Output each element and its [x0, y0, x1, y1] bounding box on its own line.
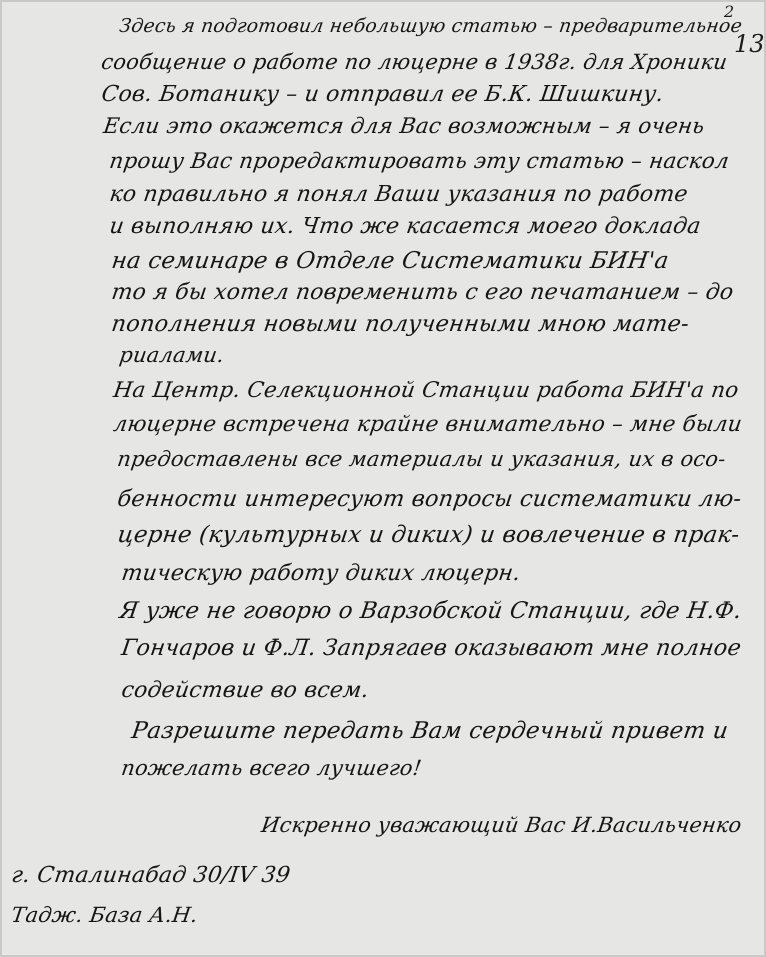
organization: Тадж. База А.Н. — [9, 903, 200, 927]
page-number: 2 — [724, 2, 735, 21]
signature: Искренно уважающий Вас И.Васильченко — [259, 813, 744, 837]
letter-line: Сов. Ботанику – и отправил ее Б.К. Шишкину. — [99, 82, 666, 107]
letter-line: ко правильно я понял Ваши указания по работе — [107, 182, 690, 207]
letter-line: церне (культурных и диких) и вовлечение в прак- — [115, 522, 742, 548]
letter-line: Если это окажется для Вас возможным – я очень — [101, 114, 707, 139]
letter-line: Гончаров и Ф.Л. Запрягаев оказывают мне полное — [119, 635, 743, 661]
letter-line: на семинаре в Отделе Систематики БИН'а — [109, 248, 671, 274]
letter-line: сообщение о работе по люцерне в 1938г. для Хроники — [99, 50, 729, 74]
letter-line: пожелать всего лучшего! — [119, 756, 424, 780]
letter-line: пополнения новыми полученными мною мате- — [109, 311, 691, 337]
letter-line: то я бы хотел повременить с его печатанием – до — [109, 280, 736, 305]
letter-line: бенности интересуют вопросы систематики лю- — [115, 486, 744, 512]
letter-line: прошу Вас проредактировать эту статью – наскол — [107, 149, 731, 174]
letter-line: тическую работу диких люцерн. — [119, 561, 523, 586]
letter-line: содействие во всем. — [119, 678, 371, 703]
letter-line: На Центр. Селекционной Станции работа БИН'а по — [111, 378, 741, 403]
letter-line: предоставлены все материалы и указания, их в осо- — [115, 447, 728, 471]
letter-line: риалами. — [117, 343, 226, 367]
letter-line: Я уже не говорю о Варзобской Станции, где Н.Ф. — [117, 598, 744, 624]
folio-mark: 13 — [734, 30, 765, 58]
letter-line: Здесь я подготовил небольшую статью – предварительное — [117, 16, 744, 37]
letter-line: люцерне встречена крайне внимательно – мне были — [111, 412, 744, 437]
place-date: г. Сталинабад 30/IV 39 — [9, 863, 292, 888]
letter-line: Разрешите передать Вам сердечный привет и — [129, 718, 730, 744]
letter-line: и выполняю их. Что же касается моего доклада — [107, 214, 703, 239]
